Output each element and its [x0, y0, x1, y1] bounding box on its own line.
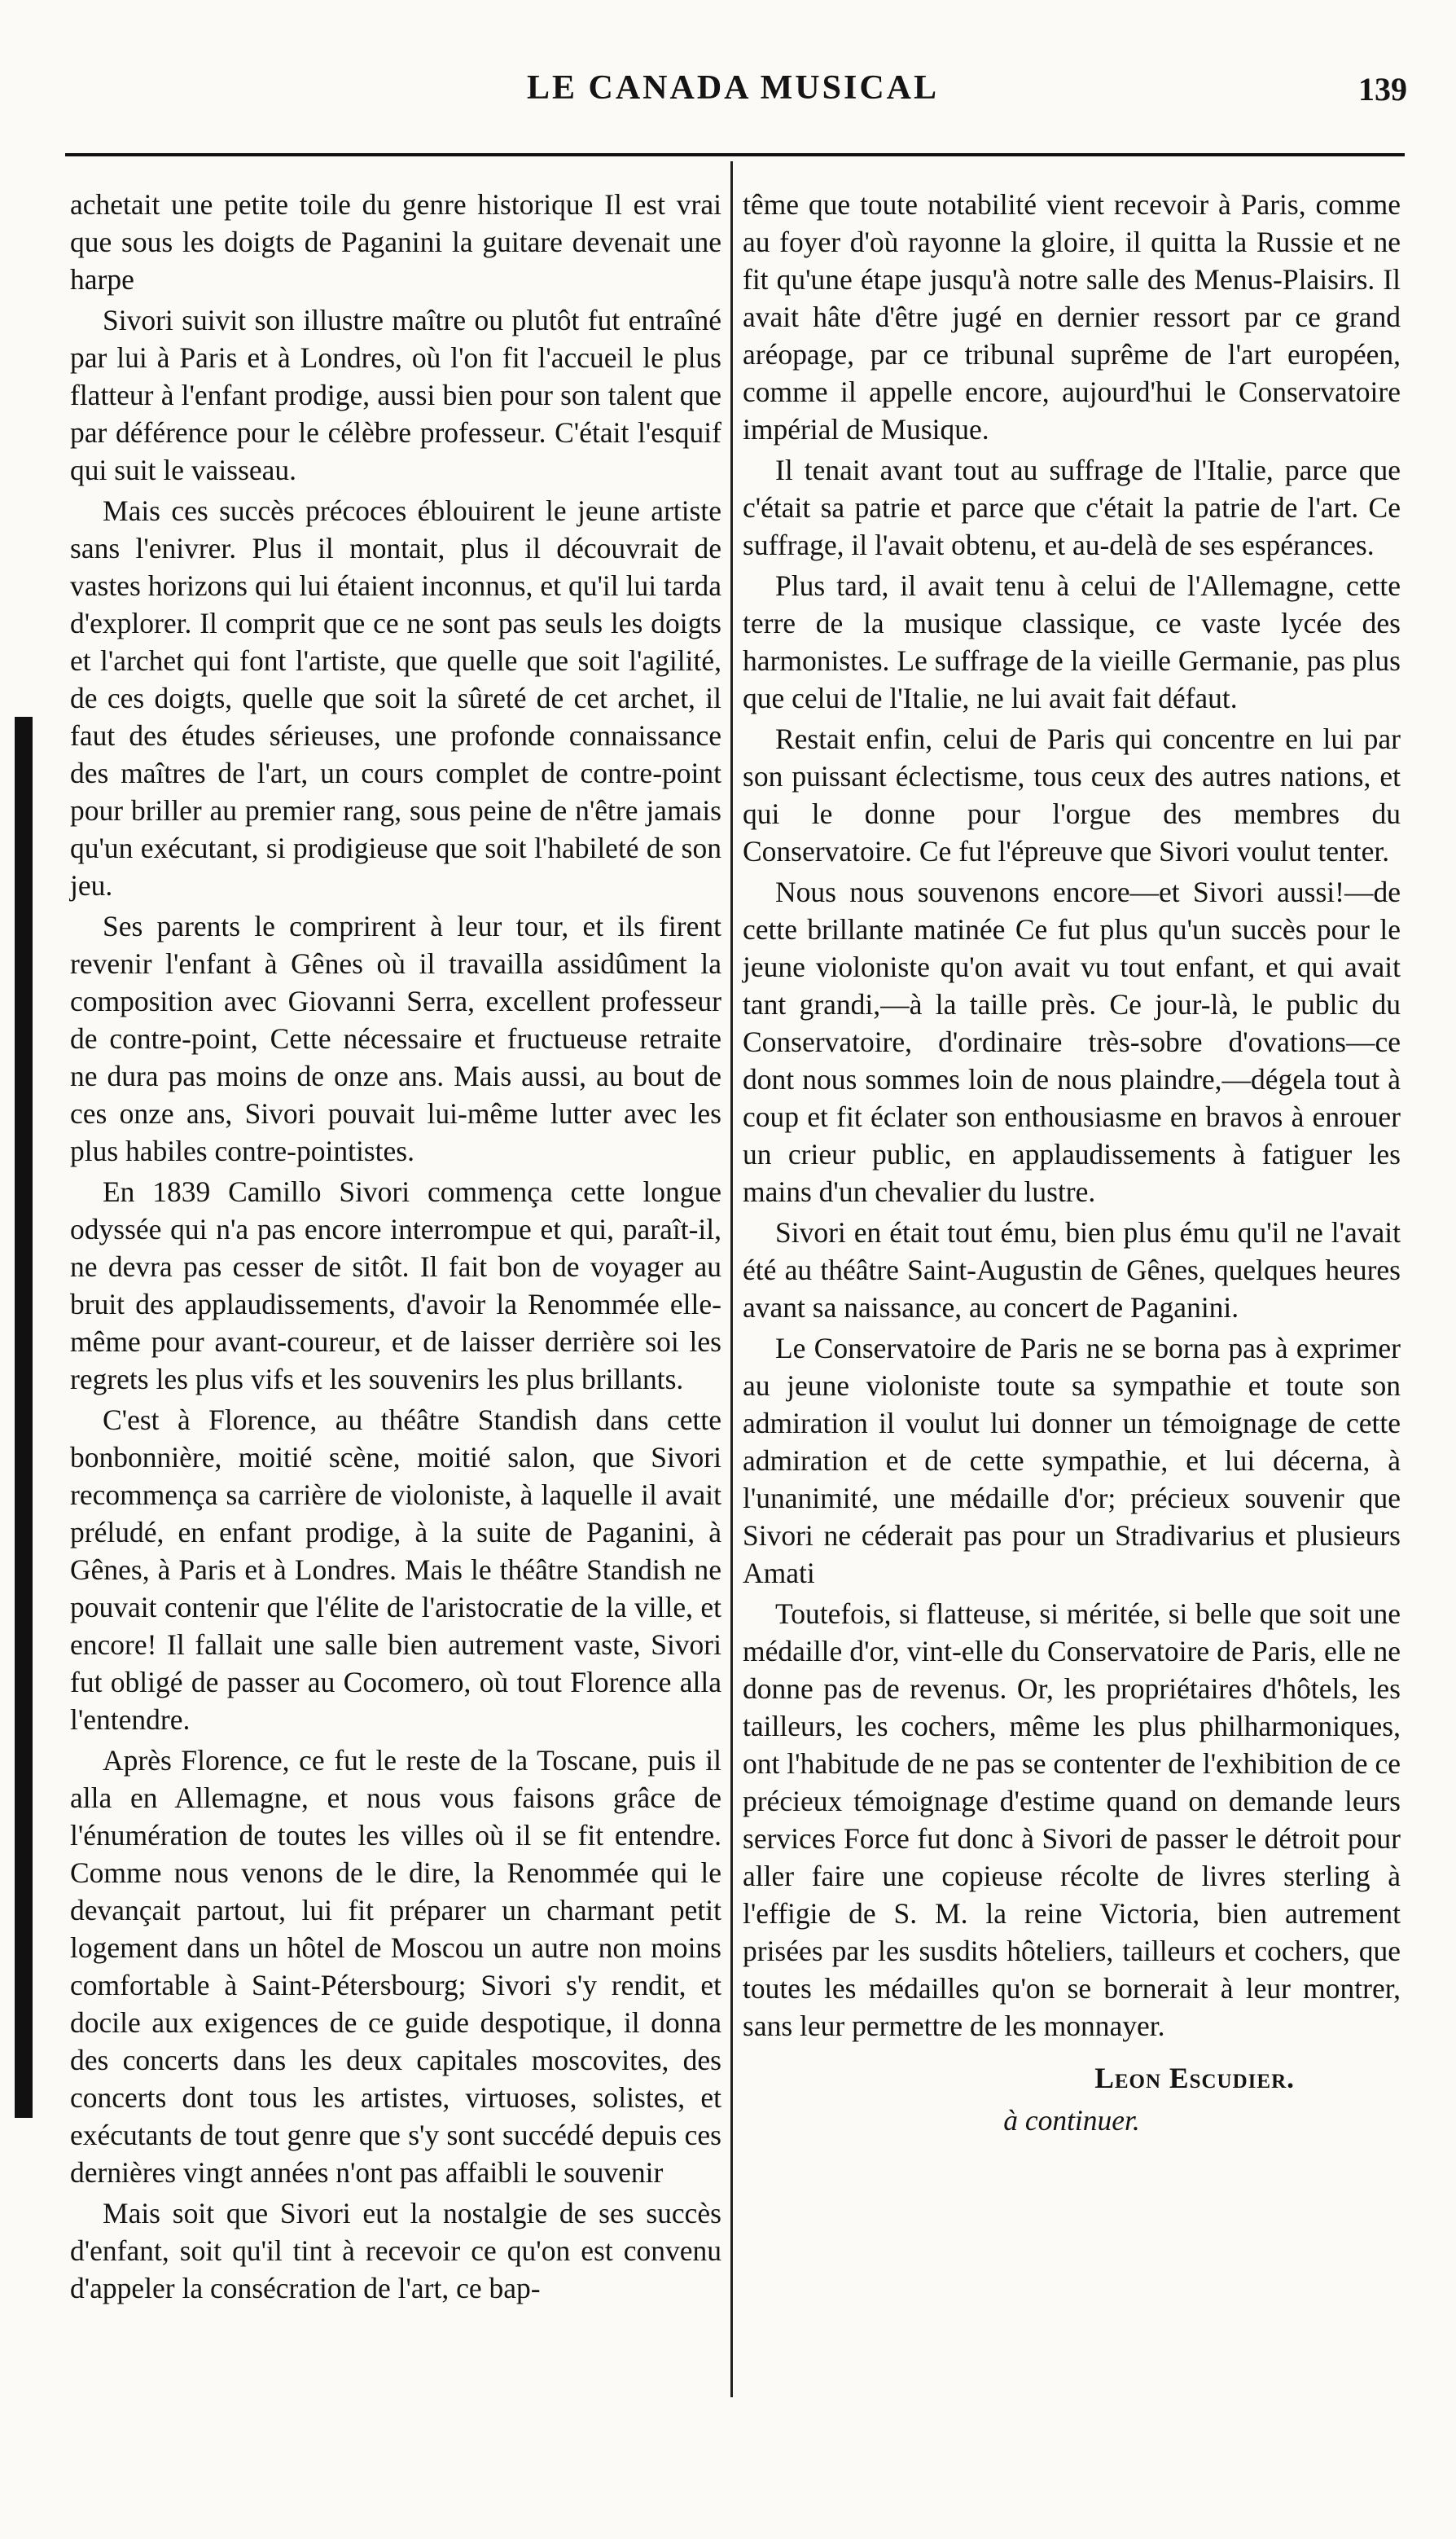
paragraph: Nous nous souvenons encore—et Sivori aussi!—de cette brillante matinée Ce fut plus qu'un succès pour le jeune violoniste qu'on avait vu tout enfant, et qui avait tant grandi,—à la taille près. Ce jour-là, le public du Conservatoire, d'ordinaire très-sobre d'ovations—ce dont nous sommes loin de nous plaindre,—dégela tout à coup et fit éclater son enthousiasme en bravos à enrouer un crieur public, en applaudissements à fatiguer les mains d'un chevalier du lustre. — [743, 876, 1401, 1208]
paragraph: Toutefois, si flatteuse, si méritée, si belle que soit une médaille d'or, vint-elle du Conservatoire de Paris, elle ne donne pas de revenus. Or, les propriétaires d'hôtels, les tailleurs, les cochers, même les plus philharmoniques, ont l'habitude de ne pas se contenter de l'exhibition de ce précieux témoignage d'estime quand on demande leurs services Force fut donc à Sivori de passer le détroit pour aller faire une copieuse récolte de livres sterling à l'effigie de S. M. la reine Victoria, bien autrement prisées par les susdits hôteliers, tailleurs et cochers, que toutes les médailles qu'on se bornerait à leur montrer, sans leur permettre de les monnayer. — [743, 1597, 1401, 2042]
margin-bar — [15, 717, 33, 2118]
paragraph: Il tenait avant tout au suffrage de l'Italie, parce que c'était sa patrie et parce que c'était la patrie de l'art. Ce suffrage, il l'avait obtenu, et au-delà de ses espérances. — [743, 454, 1401, 561]
paragraph: Après Florence, ce fut le reste de la Toscane, puis il alla en Allemagne, et nous vous faisons grâce de l'énumération de toutes les villes où il se fit entendre. Comme nous venons de le dire, la Renommée qui le devançait partout, lui fit préparer un charmant petit logement dans un hôtel de Moscou un autre non moins comfortable à Saint-Pétersbourg; Sivori s'y rendit, et docile aux exigences de ce guide despotique, il donna des concerts dans les deux capitales moscovites, des concerts dont tous les artistes, virtuoses, solistes, et exécutants de tout genre que s'y sont succédé depuis ces dernières vingt années n'ont pas affaibli le souvenir — [70, 1744, 721, 2189]
paragraph: tême que toute notabilité vient recevoir à Paris, comme au foyer d'où rayonne la gloire, il quitta la Russie et ne fit qu'une étape jusqu'à notre salle des Menus-Plaisirs. Il avait hâte d'être jugé en dernier ressort par ce grand aréopage, par ce tribunal suprême de l'art européen, comme il appelle encore, aujourd'hui le Conservatoire impérial de Musique. — [743, 188, 1401, 446]
column-divider — [730, 161, 733, 2397]
page-number: 139 — [1358, 71, 1407, 108]
paragraph: Ses parents le comprirent à leur tour, et ils firent revenir l'enfant à Gênes où il travailla assidûment la composition avec Giovanni Serra, excellent professeur de contre-point, Cette nécessaire et fructueuse retraite ne dura pas moins de onze ans. Mais aussi, au bout de ces onze ans, Sivori pouvait lui-même lutter avec les plus habiles contre-pointistes. — [70, 910, 721, 1167]
right-column — [743, 186, 1401, 2139]
paragraph: achetait une petite toile du genre historique Il est vrai que sous les doigts de Paganini la guitare devenait une harpe — [70, 188, 721, 296]
paragraph: Plus tard, il avait tenu à celui de l'Allemagne, cette terre de la musique classique, ce vaste lycée des harmonistes. Le suffrage de la vieille Germanie, pas plus que celui de l'Italie, ne lui avait fait défaut. — [743, 569, 1401, 714]
paragraph: Mais ces succès précoces éblouirent le jeune artiste sans l'enivrer. Plus il montait, plus il découvrait de vastes horizons qui lui étaient inconnus, et qu'il lui tarda d'explorer. Il comprit que ce ne sont pas seuls les doigts et l'archet qui font l'artiste, que quelle que soit l'agilité, de ces doigts, quelle que soit la sûreté de cet archet, il faut des études sérieuses, une profonde connaissance des maîtres de l'art, un cours complet de contre-point pour briller au premier rang, sous peine de n'être jamais qu'un exécutant, si prodigieuse que soit l'habileté de son jeu. — [70, 494, 721, 902]
paragraph: En 1839 Camillo Sivori commença cette longue odyssée qui n'a pas encore interrompue et qui, paraît-il, ne devra pas cesser de sitôt. Il fait bon de voyager au bruit des applaudissements, d'avoir la Renommée elle-même pour avant-coureur, et de laisser derrière soi les regrets les plus vifs et les souvenirs les plus brillants. — [70, 1175, 721, 1395]
continuation-note: à continuer. — [1003, 2104, 1140, 2137]
paragraph: Le Conservatoire de Paris ne se borna pas à exprimer au jeune violoniste toute sa sympathie et toute son admiration il voulut lui donner un témoignage de cette admiration et de cette sympathie, et lui décerna, à l'unanimité, une médaille d'or; précieux souvenir que Sivori ne céderait pas pour un Stradivarius et plusieurs Amati — [743, 1332, 1401, 1589]
running-title: LE CANADA MUSICAL — [526, 69, 940, 107]
paragraph: Sivori suivit son illustre maître ou plutôt fut entraîné par lui à Paris et à Londres, où l'on fit l'accueil le plus flatteur à l'enfant prodige, aussi bien pour son talent que par déférence pour le célèbre professeur. C'était l'esquif qui suit le vaisseau. — [70, 304, 721, 486]
paragraph: Sivori en était tout ému, bien plus ému qu'il ne l'avait été au théâtre Saint-Augustin de Gênes, quelques heures avant sa naissance, au concert de Paganini. — [743, 1216, 1401, 1324]
left-column — [70, 186, 721, 2310]
header-rule — [65, 153, 1405, 156]
page-header — [0, 68, 1456, 117]
author-signature: Leon Escudier. — [1094, 2062, 1295, 2094]
paragraph: C'est à Florence, au théâtre Standish dans cette bonbonnière, moitié scène, moitié salon, que Sivori recommença sa carrière de violoniste, à laquelle il avait préludé, en enfant prodige, à la suite de Paganini, à Gênes, à Paris et à Londres. Mais le théâtre Standish ne pouvait contenir que l'élite de l'aristocratie de la ville, et encore! Il fallait une salle bien autrement vaste, Sivori fut obligé de passer au Cocomero, où tout Florence alla l'entendre. — [70, 1403, 721, 1736]
paragraph: Mais soit que Sivori eut la nostalgie de ses succès d'enfant, soit qu'il tint à recevoir ce qu'on est convenu d'appeler la consécration de l'art, ce bap- — [70, 2197, 721, 2304]
paragraph: Restait enfin, celui de Paris qui concentre en lui par son puissant éclectisme, tous ceux des autres nations, et qui le donne pour l'orgue des membres du Conservatoire. Ce fut l'épreuve que Sivori voulut tenter. — [743, 723, 1401, 868]
